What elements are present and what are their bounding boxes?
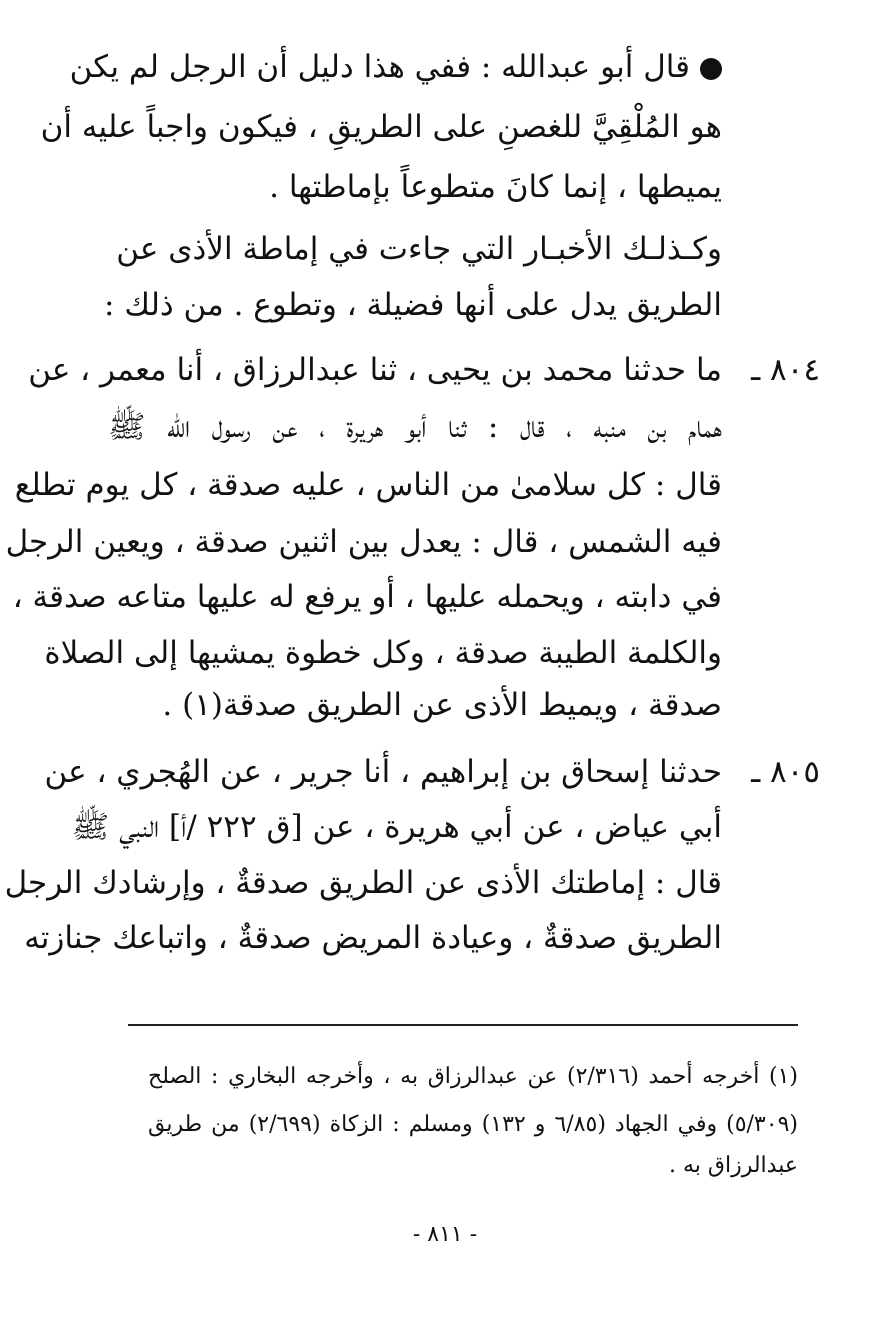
paragraph-1-line-1: قال أبو عبدالله : ففي هذا دليل أن الرجل لم يكن [108, 52, 722, 83]
hadith-804-line-3: قال : كل سلامىٰ من الناس ، عليه صدقة ، كل يوم تطلع [14, 467, 722, 503]
footnote-line-2: (٥/٣٠٩) وفي الجهاد (٦/٨٥ و ١٣٢) ومسلم : الزكاة (٢/٦٩٩) من طريق [148, 1112, 798, 1137]
page-number: - ٨١١ - [412, 1222, 478, 1247]
hadith-805-line-4: الطريق صدقةٌ ، وعيادة المريض صدقةٌ ، واتباعك جنازته [24, 920, 722, 956]
bullet-icon [700, 58, 722, 80]
paragraph-1-line-3: يميطها ، إنما كانَ متطوعاً بإماطتها . [269, 169, 722, 205]
footnote-separator [128, 1024, 798, 1026]
hadith-804-line-7: صدقة ، ويميط الأذى عن الطريق صدقة(١) . [162, 687, 722, 723]
footnote-line-1: (١) أخرجه أحمد (٢/٣١٦) عن عبدالرزاق به ، وأخرجه البخاري : الصلح [148, 1064, 798, 1089]
hadith-804-line-2: همام بن منبه ، قال : ثنا أبو هريرة ، عن رسول الله ﷺ [108, 409, 722, 445]
hadith-804-line-4: فيه الشمس ، قال : يعدل بين اثنين صدقة ، ويعين الرجل [5, 524, 722, 560]
hadith-805-line-1: حدثنا إسحاق بن إبراهيم ، أنا جرير ، عن الهُجري ، عن [44, 754, 722, 790]
paragraph-2-line-1: وكـذلـك الأخبـار التي جاءت في إماطة الأذى عن [116, 231, 722, 267]
hadith-804-line-5: في دابته ، ويحمله عليها ، أو يرفع له عليها متاعه صدقة ، [12, 579, 722, 615]
hadith-804-line-6: والكلمة الطيبة صدقة ، وكل خطوة يمشيها إلى الصلاة [44, 635, 722, 671]
paragraph-1-line-2: هو المُلْقِيَّ للغصنِ على الطريقِ ، فيكون واجباً عليه أن [40, 109, 722, 145]
paragraph-2-line-2: الطريق يدل على أنها فضيلة ، وتطوع . من ذلك : [104, 287, 722, 323]
hadith-805-line-2: أبي عياض ، عن أبي هريرة ، عن [ق ٢٢٢ /أ] النبي ﷺ [71, 809, 722, 845]
hadith-804-number: ٨٠٤ ـ [751, 352, 820, 388]
hadith-805-number: ٨٠٥ ـ [751, 754, 820, 790]
footnote-line-3: عبدالرزاق به . [669, 1153, 798, 1178]
hadith-804-line-1: ما حدثنا محمد بن يحيى ، ثنا عبدالرزاق ، أنا معمر ، عن [28, 352, 722, 388]
hadith-805-line-3: قال : إماطتك الأذى عن الطريق صدقةٌ ، وإرشادك الرجل [4, 865, 722, 901]
